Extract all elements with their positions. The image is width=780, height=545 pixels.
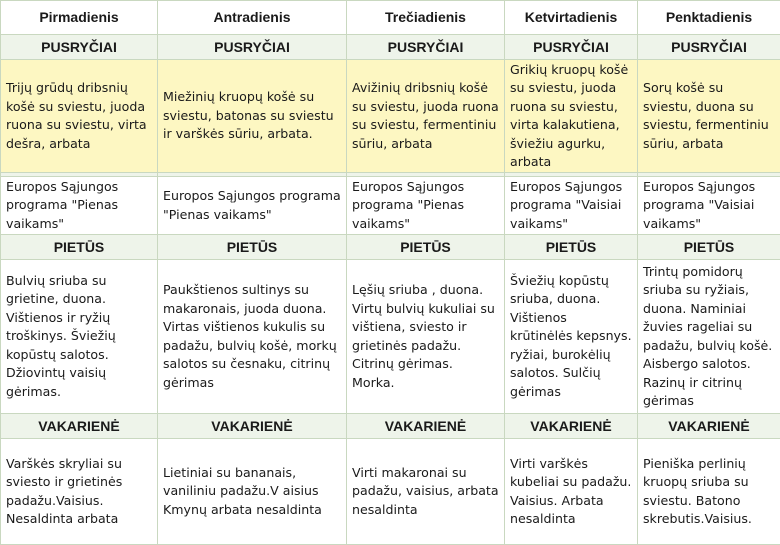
section-heading: VAKARIENĖ [158,414,347,439]
section-heading: PUSRYČIAI [1,35,158,60]
breakfast-cell: Trijų grūdų dribsnių košė su sviestu, juoda ruona su sviestu, virta dešra, arbata [1,60,158,173]
day-header-tuesday: Antradienis [158,1,347,35]
program-cell: Europos Sąjungos programa "Pienas vaikams" [158,177,347,235]
program-cell: Europos Sąjungos programa "Vaisiai vaikams" [638,177,780,235]
breakfast-cell: Grikių kruopų košė su sviestu, juoda ruona su sviestu, virta kalakutiena, šviežiu agurku, arbata [505,60,638,173]
section-heading: VAKARIENĖ [505,414,638,439]
section-heading: PUSRYČIAI [158,35,347,60]
breakfast-row [1,60,780,173]
dinner-cell: Virti varškės kubeliai su padažu. Vaisius. Arbata nesaldinta [505,439,638,545]
day-header-friday: Penktadienis [638,1,780,35]
breakfast-cell: Miežinių kruopų košė su sviestu, batonas su sviestu ir varškės sūriu, arbata. [158,60,347,173]
lunch-cell: Trintų pomidorų sriuba su ryžiais, duona. Naminiai žuvies rageliai su padažu, bulvių košė. Aisbergo salotos. Razinų ir citrinų gėrimas [638,260,780,414]
section-heading: PUSRYČIAI [505,35,638,60]
section-heading: PIETŪS [158,235,347,260]
dinner-row [1,439,780,545]
lunch-cell: Bulvių sriuba su grietine, duona. Vištienos ir ryžių troškinys. Šviežių kopūstų salotos. Džiovintų vaisių gėrimas. [1,260,158,414]
breakfast-cell: Sorų košė su sviestu, duona su sviestu, fermentiniu sūriu, arbata [638,60,780,173]
breakfast-header-row [1,35,780,60]
lunch-row [1,260,780,414]
dinner-header-row [1,414,780,439]
dinner-cell: Lietiniai su bananais, vaniliniu padažu.V aisius Kmynų arbata nesaldinta [158,439,347,545]
section-heading: PIETŪS [505,235,638,260]
program-cell: Europos Sąjungos programa "Pienas vaikams" [1,177,158,235]
section-heading: PIETŪS [347,235,505,260]
breakfast-cell: Avižinių dribsnių košė su sviestu, juoda ruona su sviestu, fermentiniu sūriu, arbata [347,60,505,173]
day-header-wednesday: Trečiadienis [347,1,505,35]
dinner-cell: Virti makaronai su padažu, vaisius, arbata nesaldinta [347,439,505,545]
section-heading: PIETŪS [1,235,158,260]
section-heading: PIETŪS [638,235,780,260]
section-heading: VAKARIENĖ [638,414,780,439]
lunch-cell: Lęšių sriuba , duona. Virtų bulvių kukuliai su vištiena, sviesto ir grietinės padažu. Citrinų gėrimas. Morka. [347,260,505,414]
program-row [1,177,780,235]
day-header-monday: Pirmadienis [1,1,158,35]
section-heading: VAKARIENĖ [1,414,158,439]
section-heading: VAKARIENĖ [347,414,505,439]
dinner-cell: Varškės skryliai su sviesto ir grietinės padažu.Vaisius. Nesaldinta arbata [1,439,158,545]
day-header-thursday: Ketvirtadienis [505,1,638,35]
lunch-header-row [1,235,780,260]
dinner-cell: Pieniška perlinių kruopų sriuba su sviestu. Batono skrebutis.Vaisius. [638,439,780,545]
program-cell: Europos Sąjungos programa "Vaisiai vaikams" [505,177,638,235]
lunch-cell: Paukštienos sultinys su makaronais, juoda duona. Virtas vištienos kukulis su padažu, bulvių košė, morkų salotos su česnaku, citrinų gėrimas [158,260,347,414]
section-heading: PUSRYČIAI [638,35,780,60]
day-header-row [1,1,780,35]
program-cell: Europos Sąjungos programa "Pienas vaikams" [347,177,505,235]
lunch-cell: Šviežių kopūstų sriuba, duona. Vištienos krūtinėlės kepsnys. ryžiai, burokėlių salotos. Sulčių gėrimas [505,260,638,414]
section-heading: PUSRYČIAI [347,35,505,60]
